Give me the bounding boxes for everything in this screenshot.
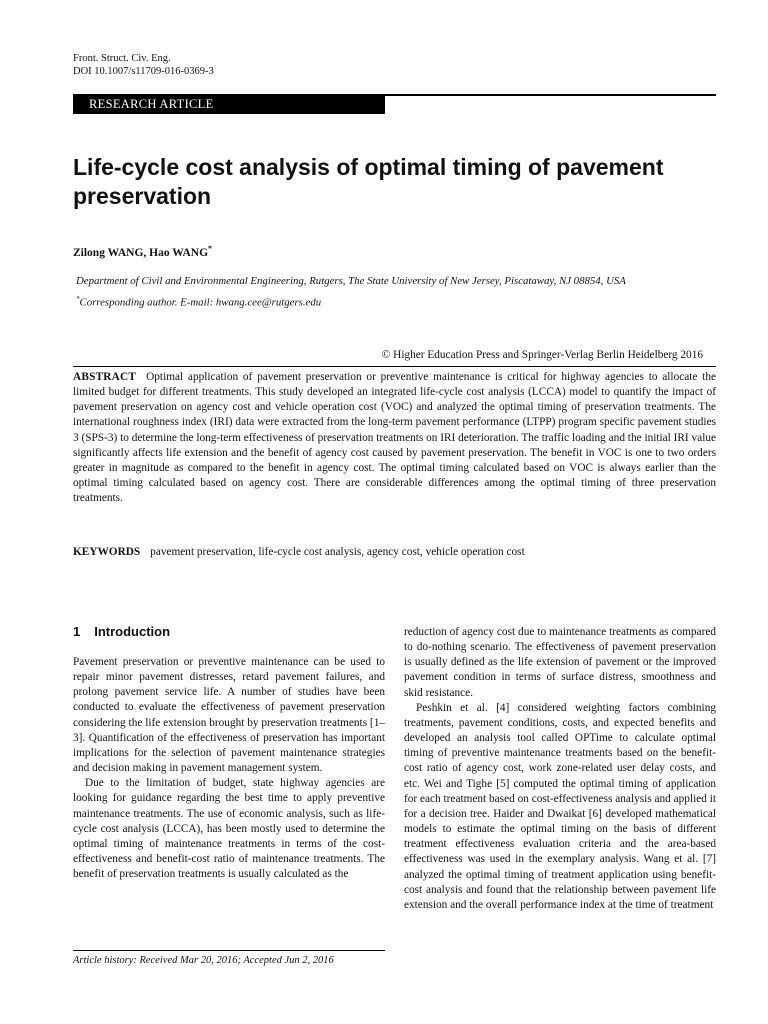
section-title: Introduction xyxy=(94,624,171,639)
abstract xyxy=(73,370,716,506)
abstract-text: Optimal application of pavement preservation or preventive maintenance is critical for highway agencies to allocate the limited budget for different treatments. This study developed an integrated life-cycle cost analysis (LCCA) model to quantify the impact of pavement preservation on agency cost and vehicle operation cost (VOC) and analyzed the optimal timing of preservation treatments. The international roughness index (IRI) data were extracted from the long-term pavement performance (LTPP) program specific pavement studies 3 (SPS-3) to determine the long-term effectiveness of preservation treatments on IRI deterioration. The traffic loading and the initial IRI value significantly affects life extension and the benefit of agency cost caused by pavement preservation. The benefit in VOC is one to two orders greater in magnitude as compared to the benefit in agency cost. The optimal timing calculated based on VOC is always earlier than the optimal timing calculated based on agency cost. There are considerable differences among the optimal timing of three preservation treatments. xyxy=(73,371,716,505)
paragraph: reduction of agency cost due to maintenance treatments as compared to do-nothing scenario. The effectiveness of pavement preservation is usually defined as the life extension of pavement or the improved pavement condition in terms of surface distress, smoothness and skid resistance. xyxy=(404,626,716,699)
article-type-band: RESEARCH ARTICLE xyxy=(73,94,385,114)
paragraph: Pavement preservation or preventive maintenance can be used to repair minor pavement distresses, retard pavement failures, and prolong pavement service life. A number of studies have been conducted to evaluate the effectiveness of pavement preservation considering the life extension brought by preservation treatments [1–3]. Quantification of the effectiveness of preservation has important implications for the selection of pavement maintenance strategies and decision making in pavement management system. xyxy=(73,656,385,775)
keywords-label: KEYWORDS xyxy=(73,546,141,558)
article-history: Article history: Received Mar 20, 2016; Accepted Jun 2, 2016 xyxy=(73,955,334,966)
affiliation xyxy=(76,272,716,312)
section-heading xyxy=(73,624,170,639)
journal-header xyxy=(73,52,214,78)
paper-title: Life-cycle cost analysis of optimal timing of pavement preservation xyxy=(73,154,664,209)
journal-name: Front. Struct. Civ. Eng. xyxy=(73,53,171,64)
column-left xyxy=(73,655,385,882)
keywords-text: pavement preservation, life-cycle cost analysis, agency cost, vehicle operation cost xyxy=(150,546,525,558)
section-number: 1 xyxy=(73,624,81,639)
header-rule xyxy=(385,94,716,96)
divider xyxy=(73,366,716,367)
keywords xyxy=(73,545,716,560)
doi: DOI 10.1007/s11709-016-0369-3 xyxy=(73,66,214,77)
department: Department of Civil and Environmental Engineering, Rutgers, The State University of New Jersey, Piscataway, NJ 08854, USA xyxy=(76,275,626,287)
copyright: © Higher Education Press and Springer-Verlag Berlin Heidelberg 2016 xyxy=(381,349,703,361)
footnote-rule xyxy=(73,950,385,951)
column-right xyxy=(404,625,716,913)
corresponding-author: *Corresponding author. E-mail: hwang.cee@rutgers.edu xyxy=(76,295,322,309)
paragraph: Due to the limitation of budget, state highway agencies are looking for guidance regarding the best time to apply preventive maintenance treatments. The use of economic analysis, such as life-cycle cost analysis (LCCA), has been mostly used to determine the optimal timing of maintenance treatments in terms of the cost-effectiveness and benefit-cost ratio of maintenance treatments. The benefit of preservation treatments is usually calculated as the xyxy=(73,777,385,881)
corresponding-mark: * xyxy=(208,244,213,253)
paragraph: Peshkin et al. [4] considered weighting factors combining treatments, pavement conditions, costs, and expected benefits and developed an analysis tool called OPTime to calculate optimal timing of preventive maintenance treatments based on the benefit-cost ratio of agency cost, work zone-related user delay costs, and etc. Wei and Tighe [5] computed the optimal timing of application for each treatment based on cost-effectiveness analysis and applied it for a decision tree. Haider and Dwaikat [6] developed mathematical models to estimate the optimal timing on the basis of different treatment effectiveness evaluation criteria and the area-based effectiveness was used in the exemplary analysis. Wang et al. [7] analyzed the optimal timing of treatment application using benefit-cost analysis and found that the relationship between pavement life extension and the overall performance index at the time of treatment xyxy=(404,701,716,911)
abstract-label: ABSTRACT xyxy=(73,371,137,383)
author-names: Zilong WANG, Hao WANG xyxy=(73,246,209,259)
authors xyxy=(73,244,212,259)
